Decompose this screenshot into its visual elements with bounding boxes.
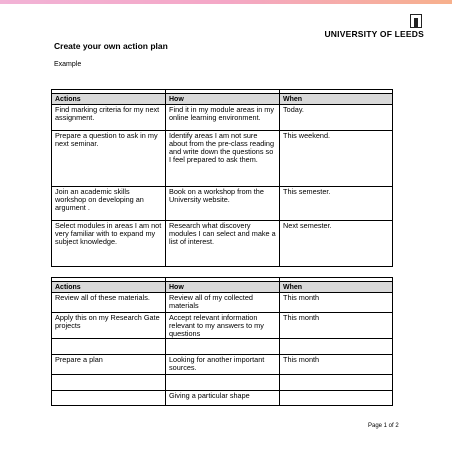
university-logo [274,14,424,38]
cell-action: Prepare a plan [52,355,166,375]
column-header-how: How [166,282,280,293]
table-row [52,313,393,339]
table-row [52,355,393,375]
cell-when [280,375,393,391]
cell-how: Looking for another important sources. [166,355,280,375]
tower-icon [410,14,422,28]
cell-when: Next semester. [280,221,393,267]
table-row [52,131,393,187]
cell-action: Join an academic skills workshop on developing an argument . [52,187,166,221]
column-header-actions: Actions [52,94,166,105]
cell-when: This month [280,313,393,339]
cell-action: Select modules in areas I am not very familiar with to expand my subject knowledge. [52,221,166,267]
column-header-when: When [280,282,393,293]
cell-action [52,375,166,391]
cell-when: This month [280,355,393,375]
cell-action: Find marking criteria for my next assignment. [52,105,166,131]
personal-action-table [51,277,393,406]
cell-action: Apply this on my Research Gate projects [52,313,166,339]
cell-when: This semester. [280,187,393,221]
cell-when [280,391,393,406]
column-header-how: How [166,94,280,105]
column-header-actions: Actions [52,282,166,293]
column-header-when: When [280,94,393,105]
table-row [52,105,393,131]
example-action-table [51,89,393,267]
page-title: Create your own action plan [54,41,168,51]
cell-action: Prepare a question to ask in my next seminar. [52,131,166,187]
cell-when: Today. [280,105,393,131]
cell-how: Research what discovery modules I can select and make a list of interest. [166,221,280,267]
cell-action: Review all of these materials. [52,293,166,313]
cell-when: This weekend. [280,131,393,187]
cell-how: Find it in my module areas in my online learning environment. [166,105,280,131]
cell-action [52,339,166,355]
cell-action [52,391,166,406]
page-subtitle: Example [54,61,82,68]
cell-how: Identify areas I am not sure about from the pre-class reading and write down the questions so I feel prepared to ask them. [166,131,280,187]
table-row [52,293,393,313]
table-header-row [52,94,393,105]
table-row [52,339,393,355]
cell-when: This month [280,293,393,313]
cell-how [166,375,280,391]
cell-how [166,339,280,355]
table-row [52,375,393,391]
table-row [52,221,393,267]
cell-how: Review all of my collected materials [166,293,280,313]
top-color-bar [0,0,452,4]
cell-how: Giving a particular shape [166,391,280,406]
table-row [52,187,393,221]
page-number: Page 1 of 2 [368,423,399,429]
table-row [52,391,393,406]
cell-how: Accept relevant information relevant to my answers to my questions [166,313,280,339]
table-header-row [52,282,393,293]
cell-how: Book on a workshop from the University website. [166,187,280,221]
cell-when [280,339,393,355]
university-name: UNIVERSITY OF LEEDS [324,29,424,39]
